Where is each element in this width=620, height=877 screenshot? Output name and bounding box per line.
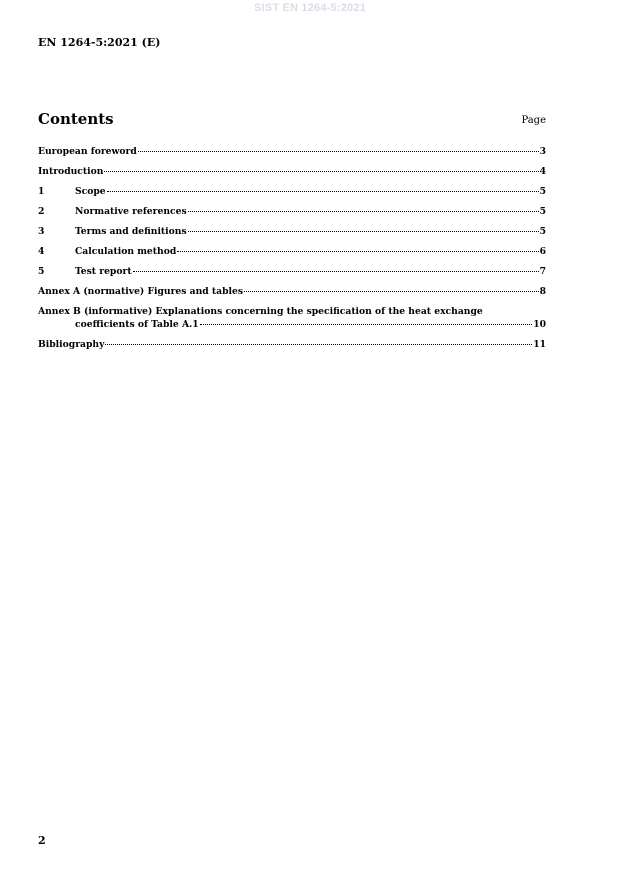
toc-entry-title: Terms and definitions (75, 226, 187, 237)
toc-entry-introduction[interactable] (38, 166, 546, 186)
toc-entry-page: 11 (533, 339, 546, 350)
toc-entry-page: 5 (539, 226, 546, 237)
watermark: SIST EN 1264-5:2021 (253, 2, 367, 14)
page-column-label: Page (521, 115, 546, 126)
toc-entry-title: Introduction (38, 166, 104, 177)
toc-entry-calculation-method[interactable] (38, 246, 546, 266)
toc-entry-title: Test report (75, 266, 132, 277)
toc-entry-bibliography[interactable] (38, 339, 546, 359)
toc-entry-title: Annex B (informative) Explanations concerning the specification of the heat exchange (38, 306, 483, 317)
toc-entry-terms-and-definitions[interactable] (38, 226, 546, 246)
toc-leader-dots (104, 171, 538, 172)
table-of-contents (38, 146, 546, 359)
toc-entry-title: Annex A (normative) Figures and tables (38, 286, 244, 297)
toc-entry-title: Bibliography (38, 339, 105, 350)
toc-entry-title: Normative references (75, 206, 187, 217)
toc-entry-number: 2 (38, 206, 45, 217)
toc-entry-normative-references[interactable] (38, 206, 546, 226)
toc-entry-number: 4 (38, 246, 45, 257)
toc-entry-title: Scope (75, 186, 106, 197)
toc-entry-page: 8 (539, 286, 546, 297)
toc-entry-page: 4 (539, 166, 546, 177)
toc-entry-annex-b[interactable] (38, 306, 546, 339)
toc-entry-page: 3 (539, 146, 546, 157)
toc-leader-dots (105, 344, 532, 345)
document-id-header: EN 1264-5:2021 (E) (38, 36, 161, 49)
toc-entry-page: 10 (533, 319, 546, 330)
toc-leader-dots (188, 211, 539, 212)
toc-entry-annex-a[interactable] (38, 286, 546, 306)
toc-entry-test-report[interactable] (38, 266, 546, 286)
toc-entry-foreword[interactable] (38, 146, 546, 166)
toc-leader-dots (244, 291, 539, 292)
toc-leader-dots (138, 151, 539, 152)
toc-entry-number: 3 (38, 226, 45, 237)
toc-entry-number: 1 (38, 186, 45, 197)
toc-entry-page: 5 (539, 206, 546, 217)
toc-leader-dots (188, 231, 539, 232)
toc-entry-title-continued: coefficients of Table A.1 (75, 319, 199, 330)
toc-entry-number: 5 (38, 266, 45, 277)
toc-leader-dots (177, 251, 538, 252)
toc-entry-scope[interactable] (38, 186, 546, 206)
page-number: 2 (38, 834, 46, 847)
toc-entry-page: 5 (539, 186, 546, 197)
toc-leader-dots (133, 271, 539, 272)
toc-entry-page: 6 (539, 246, 546, 257)
contents-title: Contents (38, 110, 114, 128)
toc-entry-page: 7 (539, 266, 546, 277)
toc-entry-title: Calculation method (75, 246, 177, 257)
toc-leader-dots (200, 324, 533, 325)
toc-entry-title: European foreword (38, 146, 137, 157)
toc-leader-dots (107, 191, 539, 192)
